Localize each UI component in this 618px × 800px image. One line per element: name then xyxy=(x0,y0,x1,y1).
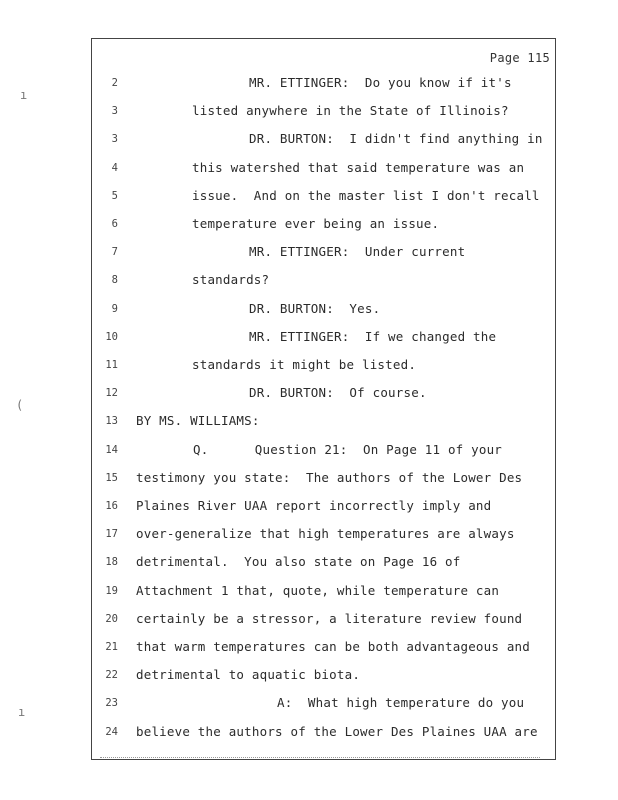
line-text: standards it might be listed. xyxy=(192,357,417,372)
line-text: believe the authors of the Lower Des Plaines UAA are xyxy=(136,723,538,739)
line-number: 15 xyxy=(105,471,118,484)
transcript-line xyxy=(0,385,618,413)
transcript-line xyxy=(0,216,618,244)
transcript-line xyxy=(0,695,618,723)
transcript-line xyxy=(0,583,618,611)
line-number: 14 xyxy=(105,443,118,456)
line-number: 7 xyxy=(111,246,118,259)
page-number: Page 115 xyxy=(489,51,550,65)
margin-tick: ı xyxy=(18,705,26,719)
transcript-line xyxy=(0,160,618,188)
line-text: A: What high temperature do you xyxy=(277,695,525,711)
line-number: 6 xyxy=(111,218,118,230)
line-text: certainly be a stressor, a literature review found xyxy=(136,610,523,626)
line-text: Q. Question 21: On Page 11 of your xyxy=(193,441,503,457)
transcript-line xyxy=(0,413,618,441)
line-number: 9 xyxy=(111,302,118,315)
line-text: temperature ever being an issue. xyxy=(192,216,440,231)
line-text: DR. BURTON: I didn't find anything in xyxy=(249,131,543,147)
line-text: MR. ETTINGER: Do you know if it's xyxy=(249,75,512,90)
line-number: 3 xyxy=(111,105,118,118)
scan-edge xyxy=(100,757,540,759)
transcript-line xyxy=(0,103,618,131)
line-number: 13 xyxy=(105,415,118,428)
line-text: issue. And on the master list I don't recall xyxy=(192,187,540,203)
transcript-line xyxy=(0,131,618,159)
line-text: Plaines River UAA report incorrectly imply and xyxy=(136,498,492,513)
line-text: listed anywhere in the State of Illinois? xyxy=(192,103,509,119)
line-number: 8 xyxy=(111,274,118,287)
line-text: DR. BURTON: Yes. xyxy=(249,300,381,316)
transcript-line xyxy=(0,667,618,695)
line-number: 20 xyxy=(105,612,118,625)
line-text: that warm temperatures can be both advantageous and xyxy=(136,639,531,654)
line-text: MR. ETTINGER: Under current xyxy=(249,244,466,260)
transcript-line xyxy=(0,75,618,103)
line-number: 2 xyxy=(111,77,118,89)
line-text: standards? xyxy=(192,272,270,288)
line-text: detrimental to aquatic biota. xyxy=(136,667,361,683)
line-number: 21 xyxy=(105,641,118,653)
line-number: 12 xyxy=(105,387,118,400)
line-number: 10 xyxy=(105,330,118,343)
transcript-line xyxy=(0,301,618,329)
transcript-line xyxy=(0,442,618,470)
transcript-line xyxy=(0,639,618,667)
transcript-line xyxy=(0,470,618,498)
line-number: 4 xyxy=(111,161,118,174)
transcript-line xyxy=(0,611,618,639)
margin-tick: ı xyxy=(20,88,28,102)
transcript-line xyxy=(0,329,618,357)
margin-tick: ( xyxy=(16,398,24,412)
line-number: 23 xyxy=(105,697,118,710)
line-text: MR. ETTINGER: If we changed the xyxy=(249,328,497,344)
transcript-line xyxy=(0,526,618,554)
line-number: 18 xyxy=(105,556,118,569)
transcript-line xyxy=(0,724,618,752)
line-text: this watershed that said temperature was an xyxy=(192,159,525,175)
line-number: 17 xyxy=(105,528,118,541)
line-number: 19 xyxy=(105,584,118,597)
transcript-line xyxy=(0,188,618,216)
line-text: testimony you state: The authors of the Lower Des xyxy=(136,469,523,485)
line-number: 11 xyxy=(105,359,118,371)
transcript-line xyxy=(0,244,618,272)
line-number: 22 xyxy=(105,669,118,682)
transcript-line xyxy=(0,554,618,582)
transcript-line xyxy=(0,498,618,526)
line-text: BY MS. WILLIAMS: xyxy=(136,413,260,429)
transcript-line xyxy=(0,272,618,300)
transcript-line xyxy=(0,357,618,385)
line-text: detrimental. You also state on Page 16 of xyxy=(136,554,461,570)
line-number: 3 xyxy=(111,133,118,146)
line-text: over-generalize that high temperatures are always xyxy=(136,526,515,542)
line-number: 16 xyxy=(105,500,118,512)
line-text: DR. BURTON: Of course. xyxy=(249,385,427,401)
line-number: 5 xyxy=(111,189,118,202)
line-text: Attachment 1 that, quote, while temperature can xyxy=(136,582,500,598)
line-number: 24 xyxy=(105,725,118,738)
